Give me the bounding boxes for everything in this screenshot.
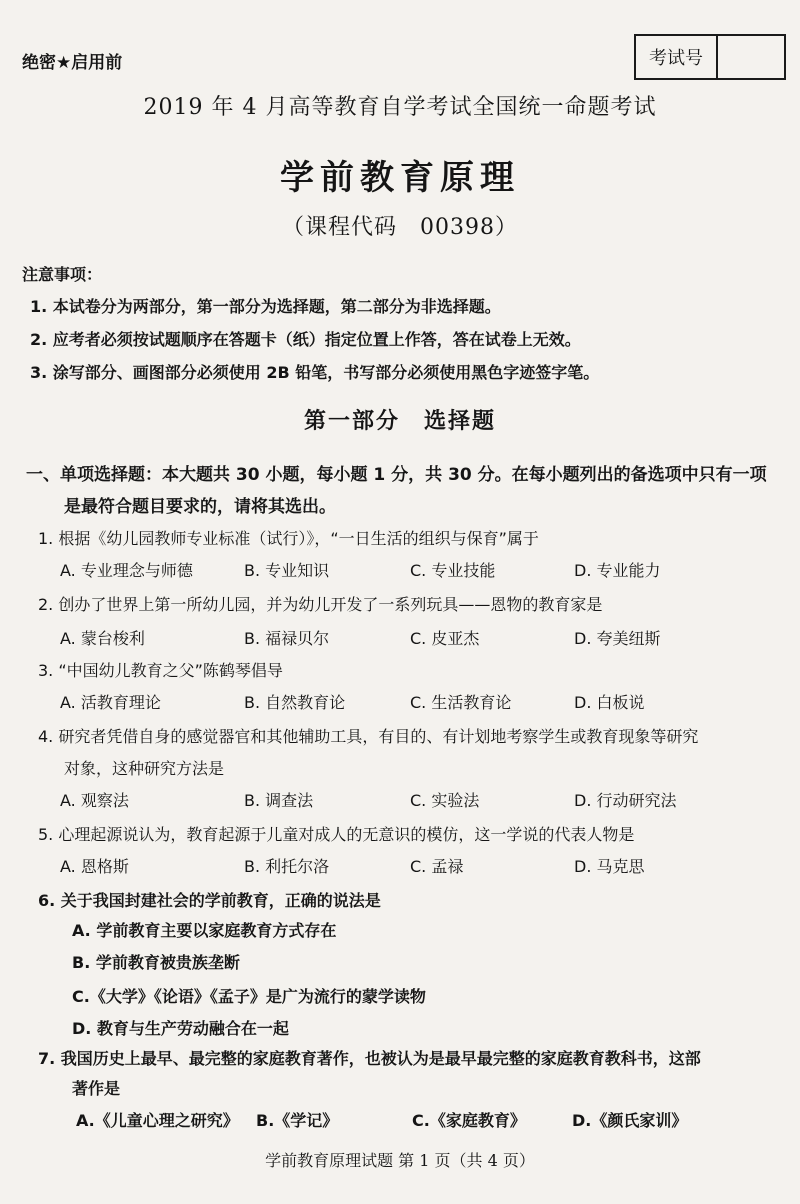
option: D. 白板说: [574, 693, 645, 712]
option: B. 学前教育被贵族垄断: [72, 953, 240, 972]
option: A. 蒙台梭利: [60, 629, 145, 648]
option: A. 恩格斯: [60, 857, 129, 876]
option: C. 生活教育论: [410, 693, 512, 712]
question-stem: 2. 创办了世界上第一所幼儿园，并为幼儿开发了一系列玩具——恩物的教育家是: [38, 595, 603, 614]
part-title: 第一部分 选择题: [303, 409, 496, 434]
secret-mark: 绝密★启用前: [22, 53, 123, 73]
option: C.《大学》《论语》《孟子》是广为流行的蒙学读物: [72, 987, 426, 1006]
option: A. 学前教育主要以家庭教育方式存在: [72, 921, 337, 940]
option: A. 观察法: [60, 791, 129, 810]
notice-item: 1. 本试卷分为两部分，第一部分为选择题，第二部分为非选择题。: [30, 297, 501, 316]
option: B. 利托尔洛: [244, 857, 330, 876]
question-stem: 5. 心理起源说认为，教育起源于儿童对成人的无意识的模仿，这一学说的代表人物是: [38, 825, 635, 844]
option: C.《家庭教育》: [412, 1111, 526, 1130]
option: B. 专业知识: [244, 561, 330, 580]
option: D.《颜氏家训》: [572, 1111, 688, 1130]
subject-title: 学前教育原理: [280, 158, 520, 198]
option: A.《儿童心理之研究》: [76, 1111, 239, 1130]
question-stem-continued: 对象，这种研究方法是: [64, 759, 225, 778]
question-stem: 4. 研究者凭借自身的感觉器官和其他辅助工具，有目的、有计划地考察学生或教育现象等研究: [38, 727, 699, 746]
option: C. 皮亚杰: [410, 629, 480, 648]
section-instruction: 是最符合题目要求的，请将其选出。: [64, 497, 336, 517]
question-stem: 1. 根据《幼儿园教师专业标准（试行）》，“一日生活的组织与保育”属于: [38, 529, 539, 548]
option: C. 实验法: [410, 791, 480, 810]
question-stem-continued: 著作是: [72, 1079, 121, 1098]
course-code: （课程代码 00398）: [282, 215, 518, 240]
option: A. 活教育理论: [60, 693, 161, 712]
notice-item: 3. 涂写部分、画图部分必须使用 2B 铅笔，书写部分必须使用黑色字迹签字笔。: [30, 363, 600, 382]
notice-item: 2. 应考者必须按试题顺序在答题卡（纸）指定位置上作答，答在试卷上无效。: [30, 330, 581, 349]
option: B. 调查法: [244, 791, 314, 810]
exam-number-field: [718, 36, 784, 78]
exam-number-label: 考试号: [636, 36, 718, 78]
option: D. 马克思: [574, 857, 645, 876]
exam-number-box: [634, 34, 786, 80]
question-stem: 3. “中国幼儿教育之父”陈鹤琴倡导: [38, 661, 283, 680]
option: B. 福禄贝尔: [244, 629, 330, 648]
option: C. 孟禄: [410, 857, 464, 876]
option: C. 专业技能: [410, 561, 496, 580]
page-footer: 学前教育原理试题 第 1 页（共 4 页）: [265, 1151, 535, 1170]
exam-title: 2019 年 4 月高等教育自学考试全国统一命题考试: [143, 95, 657, 120]
option: B. 自然教育论: [244, 693, 346, 712]
section-instruction: 一、单项选择题：本大题共 30 小题，每小题 1 分，共 30 分。在每小题列出的备选项中只有一项: [26, 465, 767, 485]
option: D. 教育与生产劳动融合在一起: [72, 1019, 289, 1038]
option: A. 专业理念与师德: [60, 561, 193, 580]
question-stem: 6. 关于我国封建社会的学前教育，正确的说法是: [38, 891, 381, 910]
question-stem: 7. 我国历史上最早、最完整的家庭教育著作，也被认为是最早最完整的家庭教育教科书，这部: [38, 1049, 701, 1068]
option: D. 夸美纽斯: [574, 629, 661, 648]
option: B.《学记》: [256, 1111, 339, 1130]
option: D. 专业能力: [574, 561, 661, 580]
option: D. 行动研究法: [574, 791, 677, 810]
notice-heading: 注意事项：: [22, 265, 103, 284]
